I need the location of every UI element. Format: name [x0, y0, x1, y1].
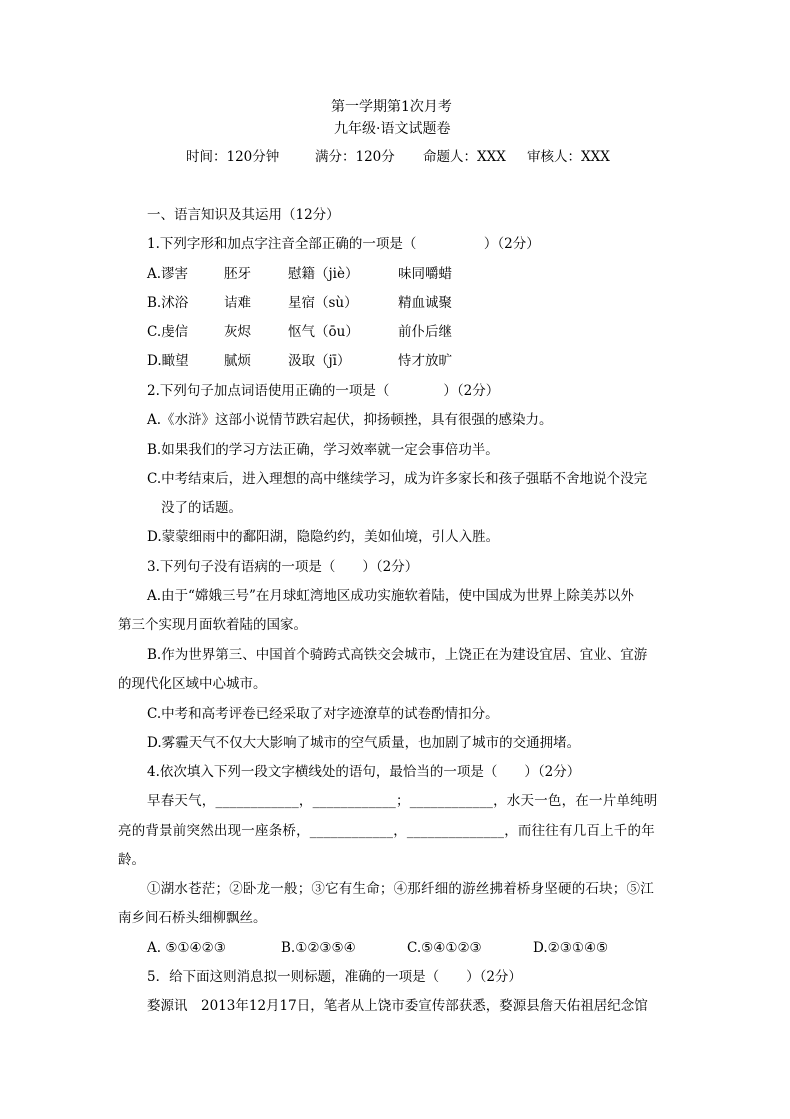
q1-option-d-word4: 恃才放旷 — [398, 353, 452, 369]
q2-option-c-line1: C.中考结束后，进入理想的高中继续学习，成为许多家长和孩子强聒不舍地说个没完 — [147, 471, 648, 487]
exam-subtitle: 九年级·语文试题卷 — [334, 121, 451, 137]
exam-score: 满分：120分 — [315, 149, 395, 165]
q1-option-b-word1: B.沭浴 — [147, 295, 189, 311]
q2-option-b: B.如果我们的学习方法正确，学习效率就一定会事倍功半。 — [147, 442, 499, 458]
q1-option-b-word3: 星宿（sù） — [288, 295, 358, 311]
q1-option-c-word3: 怄气（ōu） — [288, 324, 359, 340]
q1-option-b-word4: 精血诚聚 — [398, 295, 452, 311]
q1-option-c-word1: C.虔信 — [147, 324, 189, 340]
q5-passage-line1: 婺源讯 2013年12月17日，笔者从上饶市委宣传部获悉，婺源县詹天佑祖居纪念馆 — [147, 998, 648, 1014]
question-3-stem: 3.下列句子没有语病的一项是（ ）（2分） — [147, 559, 419, 575]
q3-option-c: C.中考和高考评卷已经采取了对字迹潦草的试卷酌情扣分。 — [147, 706, 499, 722]
exam-time: 时间：120分钟 — [186, 149, 280, 165]
q2-option-c-line2: 没了的话题。 — [161, 500, 242, 516]
q1-option-a-word1: A.谬害 — [147, 266, 189, 282]
q4-choice-c: C.⑤④①②③ — [407, 940, 482, 956]
q3-option-b-line2: 的现代化区域中心城市。 — [118, 676, 267, 692]
q4-passage-line2: 亮的背景前突然出现一座条桥，____________，______________，而往往有几百上千的年 — [118, 823, 655, 839]
q2-option-d: D.蒙蒙细雨中的鄱阳湖，隐隐约约，美如仙境，引人入胜。 — [147, 529, 500, 545]
q4-passage-line3: 龄。 — [118, 852, 145, 868]
q4-passage-line1: 早春天气，____________，____________；____________，水天一色，在一片单纯明 — [147, 793, 658, 809]
q3-option-b-line1: B.作为世界第三、中国首个骑跨式高铁交会城市，上饶正在为建设宜居、宜业、宜游 — [147, 647, 648, 663]
q1-option-c-word4: 前仆后继 — [398, 324, 452, 340]
question-5-stem: 5．给下面这则消息拟一则标题，准确的一项是（ ）（2分） — [147, 969, 522, 985]
q4-choice-d: D.②③①④⑤ — [533, 940, 609, 956]
exam-reviewer: 审核人：XXX — [527, 149, 610, 165]
q1-option-d-word1: D.瞰望 — [147, 353, 189, 369]
exam-author: 命题人：XXX — [423, 149, 506, 165]
q4-choice-b: B.①②③⑤④ — [281, 940, 356, 956]
q4-sentences-line2: 南乡间石桥头细柳飘丝。 — [118, 910, 267, 926]
q3-option-a-line2: 第三个实现月面软着陆的国家。 — [118, 617, 307, 633]
q3-option-a-line1: A.由于“嫦娥三号”在月球虹湾地区成功实施软着陆，使中国成为世界上除美苏以外 — [147, 588, 634, 604]
question-1-stem: 1.下列字形和加点字注音全部正确的一项是（ ）（2分） — [147, 236, 540, 252]
q3-option-d: D.雾霾天气不仅大大影响了城市的空气质量，也加剧了城市的交通拥堵。 — [147, 735, 581, 751]
q1-option-a-word2: 胚牙 — [224, 266, 251, 282]
q1-option-a-word3: 慰籍（jiè） — [288, 266, 359, 282]
section-heading: 一、语言知识及其运用（12分） — [147, 207, 340, 223]
q1-option-a-word4: 味同嚼蜡 — [398, 266, 452, 282]
question-4-stem: 4.依次填入下列一段文字横线处的语句，最恰当的一项是（ ）（2分） — [147, 764, 581, 780]
q4-choice-a: A. ⑤①④②③ — [147, 940, 226, 956]
q1-option-c-word2: 灰烬 — [224, 324, 251, 340]
question-2-stem: 2.下列句子加点词语使用正确的一项是（ ）（2分） — [147, 383, 500, 399]
q1-option-d-word2: 腻烦 — [224, 353, 251, 369]
q1-option-b-word2: 诘难 — [224, 295, 251, 311]
exam-title: 第一学期第1次月考 — [331, 99, 452, 115]
q1-option-d-word3: 汲取（jī） — [288, 353, 351, 369]
q2-option-a: A.《水浒》这部小说情节跌宕起伏，抑扬顿挫，具有很强的感染力。 — [147, 412, 553, 428]
q4-sentences-line1: ①湖水苍茫；②卧龙一般；③它有生命；④那纤细的游丝拂着桥身坚硬的石块；⑤江 — [147, 881, 654, 897]
